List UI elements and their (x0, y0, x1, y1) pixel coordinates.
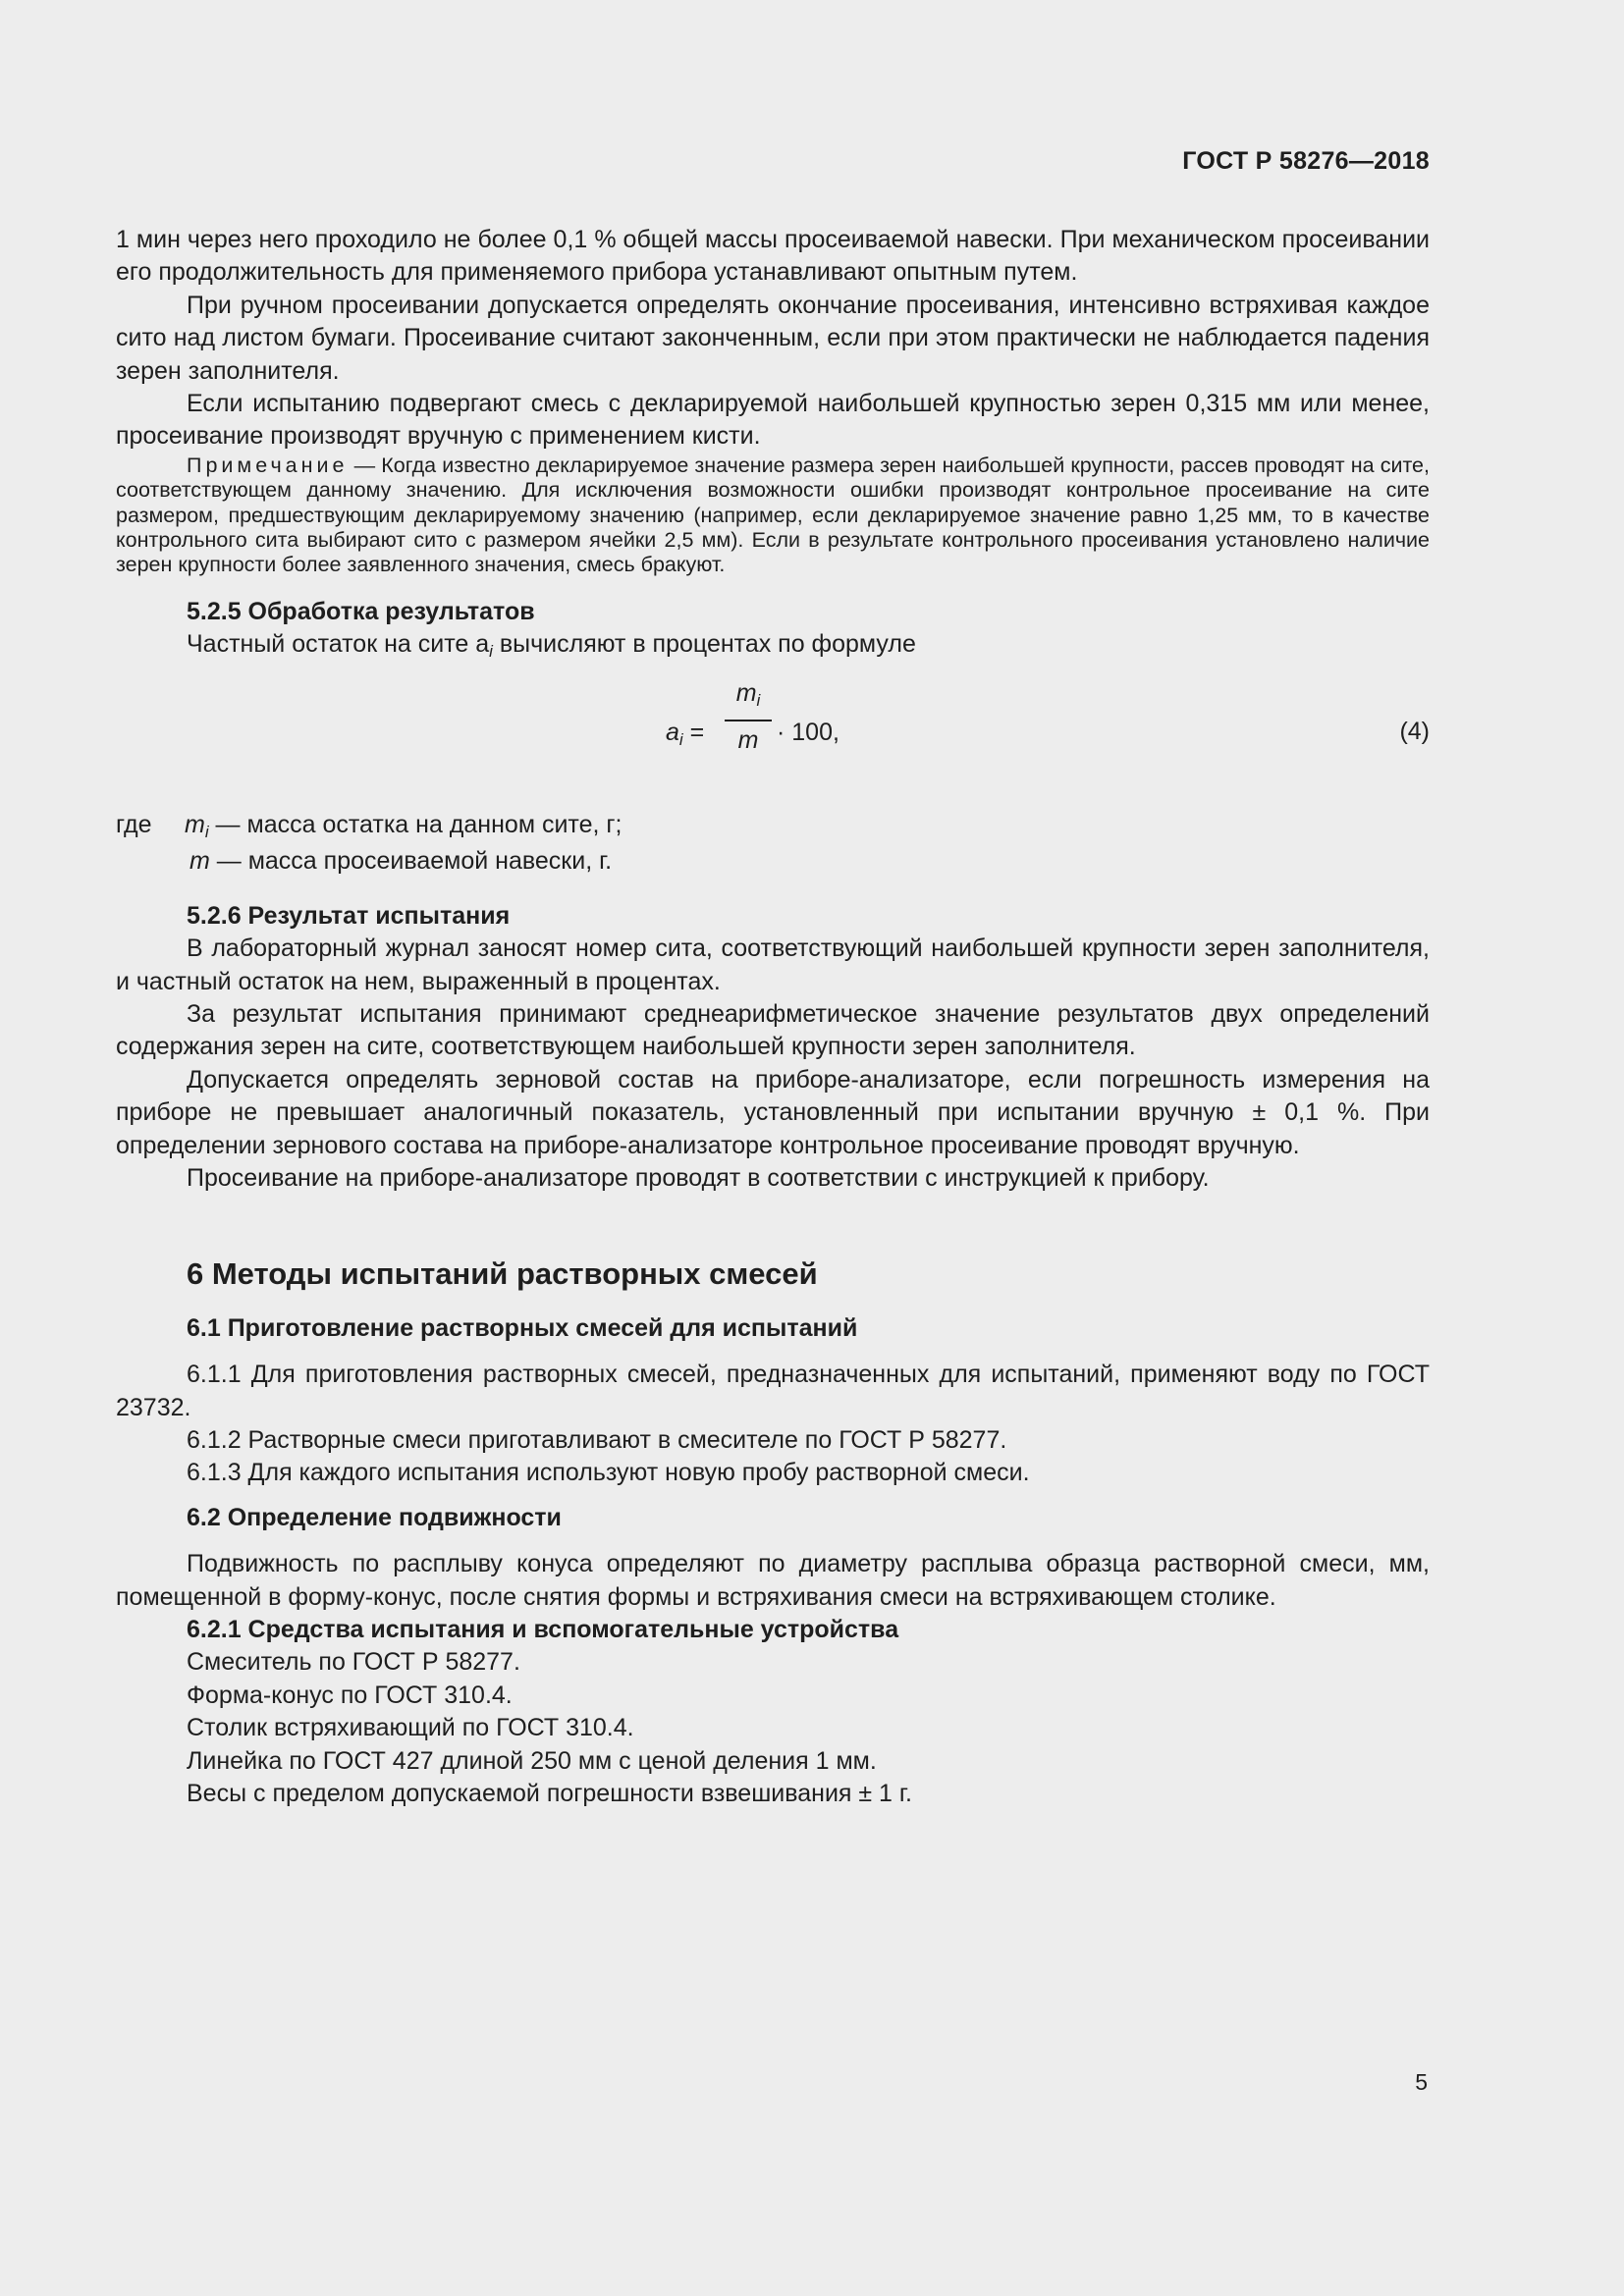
paragraph: 6.1.3 Для каждого испытания используют новую пробу растворной смеси. (187, 1459, 1030, 1487)
section-heading-6: 6 Методы испытаний растворных смесей (187, 1256, 818, 1292)
section-heading-5-2-6: 5.2.6 Результат испытания (187, 901, 511, 930)
note-label: Примечание (187, 453, 349, 477)
definition-var: m (189, 846, 210, 875)
formula-numerator (727, 677, 770, 710)
list-item: Столик встряхивающий по ГОСТ 310.4. (187, 1714, 634, 1742)
formula-lhs (666, 717, 704, 749)
page-content (116, 224, 1430, 1810)
definition-row (185, 809, 622, 841)
fraction-bar (725, 720, 772, 721)
formula-rhs: · 100, (777, 718, 839, 746)
formula-lhs-var: a (666, 718, 679, 746)
formula-denominator (727, 724, 770, 757)
definition-var-sub: i (204, 822, 209, 841)
equation-number: (4) (1399, 717, 1430, 745)
formula-num-var: m (735, 678, 757, 707)
section-heading-6-2-1: 6.2.1 Средства испытания и вспомогательные устройства (187, 1616, 899, 1643)
page-number: 5 (1415, 2069, 1428, 2095)
formula (666, 675, 882, 764)
where-word: где (116, 810, 152, 838)
formula-intro (116, 628, 1430, 661)
formula-intro-subscript: i (489, 642, 493, 662)
formula-num-sub: i (756, 690, 761, 710)
note (116, 454, 1430, 578)
note-text: — Когда известно декларируемое значение размера зерен наибольшей крупности, рассев проводят на сите, соответствующем данному значению. Для исключения возможности ошибки производят контрольное просеивание на сите размером, предшествующим декларируемому значению (например, если декларируемое значение равно 1,25 мм, то в качестве контрольного сита выбирают сито с размером ячейки 2,5 мм). Если в результате контрольного просеивания установлено наличие зерен крупности более заявленного значения, смесь бракуют. (116, 453, 1430, 577)
paragraph: 1 мин через него проходило не более 0,1 % общей массы просеиваемой навески. При механическом просеивании его продолжительность для применяемого прибора устанавливают опытным путем. (116, 226, 1430, 287)
section-heading-6-1: 6.1 Приготовление растворных смесей для испытаний (187, 1313, 858, 1342)
paragraph: Допускается определять зерновой состав на приборе-анализаторе, если погрешность измерения на приборе не превышает аналогичный показатель, установленный при испытании вручную ± 0,1 %. При определении зернового состава на приборе-анализаторе контрольное просеивание проводят вручную. (116, 1065, 1430, 1159)
paragraph: 6.1.2 Растворные смеси приготавливают в смесителе по ГОСТ Р 58277. (187, 1425, 1007, 1454)
paragraph: В лабораторный журнал заносят номер сита, соответствующий наибольшей крупности зерен заполнителя, и частный остаток на нем, выраженный в процентах. (116, 934, 1430, 995)
paragraph: За результат испытания принимают среднеарифметическое значение результатов двух определений содержания зерен на сите, соответствующем наибольшей крупности зерен заполнителя. (116, 999, 1430, 1061)
standard-header: ГОСТ Р 58276—2018 (1182, 147, 1430, 175)
paragraph: Подвижность по расплыву конуса определяют по диаметру расплыва образца растворной смеси, мм, помещенной в форму-конус, после снятия формы и встряхивания смеси на встряхивающем столике. (116, 1550, 1430, 1611)
definition-var: m (185, 810, 205, 838)
formula-equals: = (682, 718, 705, 746)
formula-intro-text: Частный остаток на сите a (187, 630, 490, 659)
list-item: Смеситель по ГОСТ Р 58277. (187, 1648, 520, 1677)
section-heading-5-2-5: 5.2.5 Обработка результатов (187, 597, 535, 625)
paragraph: При ручном просеивании допускается определять окончание просеивания, интенсивно встряхивая каждое сито над листом бумаги. Просеивание считают законченным, если при этом практически не наблюдается падения зерен заполнителя. (116, 291, 1430, 385)
formula-lhs-sub: i (678, 729, 683, 749)
paragraph: Если испытанию подвергают смесь с декларируемой наибольшей крупностью зерен 0,315 мм или менее, просеивание производят вручную с применением кисти. (116, 390, 1430, 451)
list-item: Линейка по ГОСТ 427 длиной 250 мм с ценой деления 1 мм. (187, 1746, 877, 1775)
formula-den-var: m (737, 725, 759, 754)
list-item: Весы с пределом допускаемой погрешности взвешивания ± 1 г. (187, 1780, 912, 1808)
paragraph: 6.1.1 Для приготовления растворных смесей, предназначенных для испытаний, применяют воду по ГОСТ 23732. (116, 1361, 1430, 1421)
formula-block (116, 662, 1430, 809)
list-item: Форма-конус по ГОСТ 310.4. (187, 1681, 513, 1709)
paragraph: Просеивание на приборе-анализаторе проводят в соответствии с инструкцией к прибору. (187, 1163, 1210, 1192)
section-heading-6-2: 6.2 Определение подвижности (187, 1503, 562, 1531)
definition-text: — масса остатка на данном сите, г; (208, 810, 623, 838)
formula-intro-text-end: вычисляют в процентах по формуле (492, 630, 916, 659)
variable-definitions (116, 809, 1430, 878)
definition-row (189, 845, 612, 878)
definition-text: — масса просеиваемой навески, г. (209, 846, 613, 875)
